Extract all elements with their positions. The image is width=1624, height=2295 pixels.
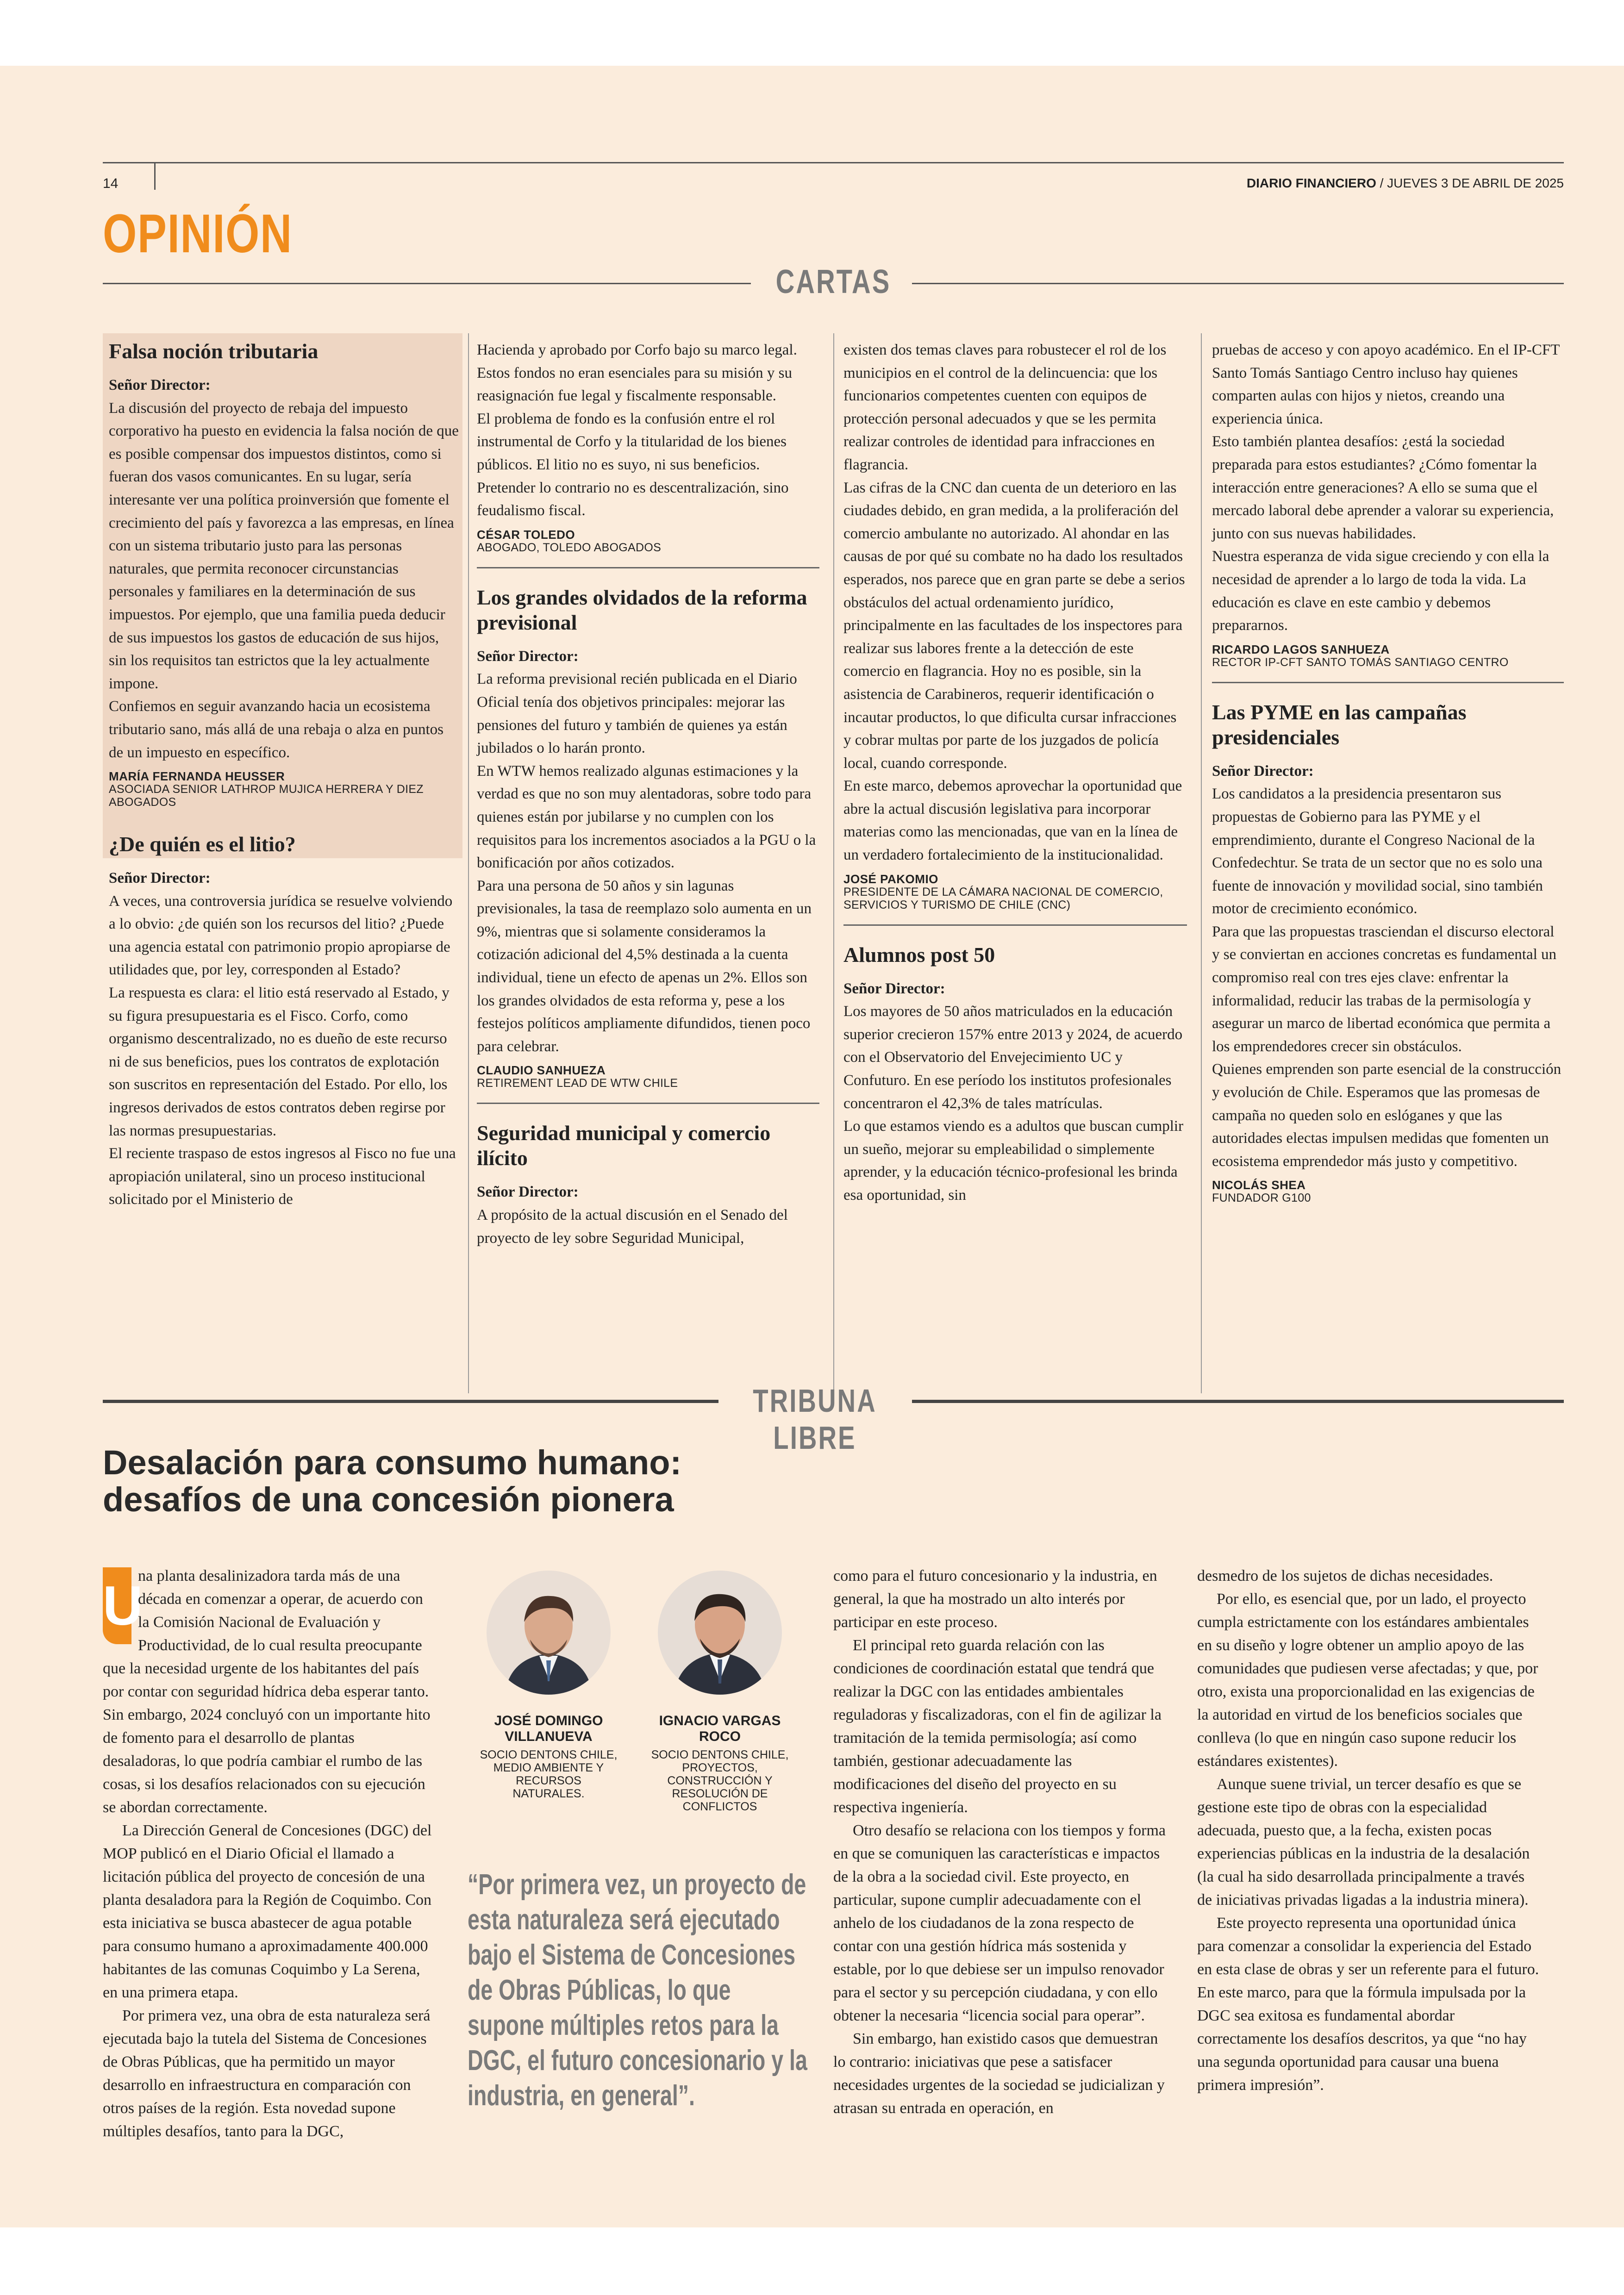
letter-paragraph: pruebas de acceso y con apoyo académico. En el IP-CFT Santo Tomás Santiago Centro incluso hay quienes comparten aulas con hijos y nietos, creando una experiencia única.	[1212, 342, 1560, 427]
letter-paragraph: Confiemos en seguir avanzando hacia un ecosistema tributario sano, más allá de una rebaja o alza en puntos de un impuesto en específico.	[109, 698, 443, 761]
spacer	[109, 809, 459, 832]
letter-paragraph: A veces, una controversia jurídica se resuelve volviendo a lo obvio: ¿de quién son los recursos del litio? ¿Puede una agencia estatal con patrimonio propio apropiarse de utilidades que, por ley, corresponden al Estado?	[109, 892, 453, 979]
tribuna-paragraph: na planta desalinizadora tarda más de una década en comenzar a operar, de acuerdo con la Comisión Nacional de Evaluación y Productividad, de lo cual resulta preocupante que la necesidad urgente de los habitantes del país por contar con seguridad hídrica deba esperar tanto. Sin embargo, 2024 concluyó con un importante hito de fomento para el desarrollo de plantas desaladoras, lo que podría cambiar el rumbo de las cosas, si los desafíos relacionados con su ejecución se abordan correctamente.	[103, 1567, 431, 1816]
headline-line-2: desafíos de una concesión pionera	[103, 1480, 674, 1519]
letter-author-role: FUNDADOR G100	[1212, 1191, 1311, 1205]
author-role: SOCIO DENTONS CHILE, MEDIO AMBIENTE Y RECURSOS NATURALES.	[480, 1748, 618, 1800]
letter-paragraph: La discusión del proyecto de rebaja del impuesto corporativo ha puesto en evidencia la falsa noción de que es posible compensar dos impuestos distintos, como si fueran dos vasos comunicantes. En su lugar, sería interesante ver una política proinversión que fomente el crecimiento del país y favorezca a las empresas, en línea con un sistema tributario justo para las personas naturales, que permita reconocer circunstancias personales y familiares en la determinación de sus impuestos. Por ejemplo, que una familia pueda deducir de sus impuestos los gastos de educación de sus hijos, sin los requisitos tan estrictos que la ley actualmente impone.	[109, 399, 459, 692]
letter-separator	[477, 567, 819, 568]
tribuna-column-1	[103, 1565, 432, 2143]
tribuna-rule-right	[912, 1400, 1564, 1403]
cartas-rule-left	[103, 283, 751, 284]
letter-paragraph: La respuesta es clara: el litio está reservado al Estado, y su figura presupuestaria es el Fisco. Corfo, como organismo descentralizado, no es dueño de este recurso ni de sus beneficios, pues los contratos de explotación son suscritos en representación del Estado. Por ello, los ingresos derivados de estos contratos deben regirse por las normas presupuestarias.	[109, 985, 450, 1139]
letter-salutation: Señor Director:	[109, 377, 211, 393]
letter-paragraph: Para que las propuestas trasciendan el discurso electoral y se conviertan en acciones concretas es fundamental un compromiso real con tres ejes clave: enfrentar la informalidad, reducir las trabas de la permisología y asegurar un marco de libertad económica que permita a los emprendedores crecer sin obstáculos.	[1212, 923, 1557, 1055]
letter-author: JOSÉ PAKOMIO	[843, 872, 938, 886]
author-portrait	[486, 1570, 611, 1695]
letter-separator	[1212, 682, 1564, 683]
letter-title-pyme: Las PYME en las campañas presidenciales	[1212, 700, 1467, 749]
letter-paragraph: El reciente traspaso de estos ingresos al Fisco no fue una apropiación unilateral, sino un proceso institucional solicitado por el Ministerio de	[109, 1145, 456, 1208]
letter-salutation: Señor Director:	[109, 870, 211, 887]
letter-title-reforma: Los grandes olvidados de la reforma previsional	[477, 585, 807, 634]
letter-paragraph: Las cifras de la CNC dan cuenta de un deterioro en las ciudades debido, en gran medida, a la proliferación del comercio ambulante no autorizado. Al ahondar en las causas de por qué su combate no ha dado los resultados esperados, nos parece que en gran parte se debe a serios obstáculos del actual ordenamiento jurídico, principalmente en las facultades de los inspectores para realizar sus labores frente a la detección de este comercio en flagrancia. Hoy no es posible, sin la asistencia de Carabineros, requerir identificación o incautar productos, lo que dificulta cursar infracciones y cobrar multas por parte de los juzgados de policía local, cuando corresponde.	[843, 479, 1185, 772]
tribuna-paragraph: Aunque suene trivial, un tercer desafío es que se gestione este tipo de obras con la especialidad adecuada, puesto que, a la fecha, existen pocas experiencias públicas en la industria de la desalación (la cual ha sido desarrollada principalmente a través de iniciativas privadas ligadas a la industria minera).	[1197, 1776, 1530, 1908]
pull-quote	[468, 1867, 810, 2114]
letter-paragraph: Hacienda y aprobado por Corfo bajo su marco legal. Estos fondos no eran esenciales para su misión y su reasignación fue legal y fiscalmente responsable.	[477, 342, 797, 405]
author-portrait	[657, 1570, 782, 1695]
letter-paragraph: El problema de fondo es la confusión entre el rol instrumental de Corfo y la titularidad de los bienes públicos. El litio no es suyo, ni sus beneficios. Pretender lo contrario no es descentralización, sino feudalismo fiscal.	[477, 410, 789, 519]
letter-author: RICARDO LAGOS SANHUEZA	[1212, 642, 1390, 656]
letter-paragraph: Para una persona de 50 años y sin lagunas previsionales, la tasa de reemplazo solo aumenta en un 9%, mientras que si solamente consideramos la cotización adicional del 4,5% destinada a la cuenta individual, tiene un efecto de apenas un 2%. Ellos son los grandes olvidados de esta reforma y, pese a los festejos políticos ampliamente difundidos, tienen poco para celebrar.	[477, 877, 812, 1055]
section-title: OPINIÓN	[103, 203, 293, 264]
cartas-label: CARTAS	[775, 263, 891, 300]
tribuna-paragraph: Por primera vez, una obra de esta naturaleza será ejecutada bajo la tutela del Sistema de Concesiones de Obras Públicas, que ha permitido un mayor desarrollo en infraestructura en comparación con otros países de la región. Esta novedad supone múltiples desafíos, tanto para la DGC,	[103, 2007, 431, 2140]
letter-salutation: Señor Director:	[477, 1184, 579, 1201]
tribuna-rule-left	[103, 1400, 718, 1403]
author-role: SOCIO DENTONS CHILE, PROYECTOS, CONSTRUCCIÓN Y RESOLUCIÓN DE CONFLICTOS	[651, 1748, 789, 1813]
letters-column-4	[1212, 339, 1564, 1204]
author-card	[480, 1570, 618, 1800]
tribuna-paragraph: desmedro de los sujetos de dichas necesidades.	[1197, 1567, 1493, 1584]
letter-title-alumnos: Alumnos post 50	[843, 942, 995, 967]
letters-column-1	[109, 339, 459, 1211]
tribuna-column-4	[1197, 1565, 1540, 2097]
letter-author: CLAUDIO SANHUEZA	[477, 1063, 606, 1078]
letter-separator	[477, 1103, 819, 1104]
page-number: 14	[103, 176, 119, 191]
tribuna-paragraph: Otro desafío se relaciona con los tiempos y forma en que se comuniquen las características e impactos de la obra a la sociedad civil. Este proyecto, en particular, supone cumplir adecuadamente con el anhelo de los ciudadanos de la zona respecto de contar con una gestión hídrica más sostenida y estable, por lo que debiese ser un impulso renovador para el sector y su percepción ciudadana, y con ello obtener la necesaria “licencia social para operar”.	[833, 1822, 1166, 2024]
letter-paragraph: En este marco, debemos aprovechar la oportunidad que abre la actual discusión legislativa para incorporar materias como las mencionadas, que van en la línea de un verdadero fortalecimiento de la institucionalidad.	[843, 778, 1182, 864]
letter-paragraph: En WTW hemos realizado algunas estimaciones y la verdad es que no son muy alentadoras, sobre todo para quienes están por jubilarse y no cumplen con los requisitos para los incrementos asociados a la PGU o la bonificación por años cotizados.	[477, 762, 816, 872]
tribuna-paragraph: como para el futuro concesionario y la industria, en general, la que ha mostrado un alto interés por participar en este proceso.	[833, 1567, 1157, 1631]
dropcap: U	[103, 1567, 131, 1644]
publication-date: / JUEVES 3 DE ABRIL DE 2025	[1380, 176, 1564, 190]
header-top-rule	[103, 162, 1564, 163]
letter-author-role: PRESIDENTE DE LA CÁMARA NACIONAL DE COMERCIO, SERVICIOS Y TURISMO DE CHILE (CNC)	[843, 885, 1163, 911]
masthead-line	[1247, 176, 1564, 191]
tribuna-label: TRIBUNA LIBRE	[753, 1383, 877, 1456]
author-name: JOSÉ DOMINGO VILLANUEVA	[494, 1713, 603, 1744]
letter-title-falsa-nocion: Falsa noción tributaria	[109, 339, 319, 363]
letter-separator	[843, 924, 1187, 926]
headline-line-1: Desalación para consumo humano:	[103, 1443, 682, 1482]
letter-paragraph: Esto también plantea desafíos: ¿está la sociedad preparada para estos estudiantes? ¿Cómo fomentar la interacción entre generaciones? A ello se suma que el mercado laboral debe aprender a valorar su experiencia, junto con sus nuevas habilidades.	[1212, 433, 1554, 542]
tribuna-paragraph: Por ello, es esencial que, por un lado, el proyecto cumpla estrictamente con los estándares ambientales en su diseño y logre obtener un amplio apoyo de las comunidades que pudiesen verse afectadas; y que, por otro, exista una proporcionalidad en las exigencias de la autoridad en virtud de los beneficios sociales que conlleva (lo que en ningún caso supone reducir los estándares existentes).	[1197, 1590, 1538, 1770]
column-divider	[468, 333, 469, 1393]
letter-paragraph: Nuestra esperanza de vida sigue creciendo y con ella la necesidad de aprender a lo largo de toda la vida. La educación es clave en este cambio y debemos prepararnos.	[1212, 548, 1549, 634]
letter-author: MARÍA FERNANDA HEUSSER	[109, 769, 285, 784]
column-divider	[1201, 333, 1202, 1393]
letter-author: NICOLÁS SHEA	[1212, 1178, 1306, 1192]
letter-author-role: ASOCIADA SENIOR LATHROP MUJICA HERRERA Y DIEZ ABOGADOS	[109, 783, 424, 809]
letter-paragraph: Los mayores de 50 años matriculados en la educación superior crecieron 157% entre 2013 y 2024, de acuerdo con el Observatorio del Envejecimiento UC y Confuturo. En ese período los institutos profesionales concentraron el 42,3% de tales matrículas.	[843, 1003, 1183, 1112]
column-divider	[833, 333, 834, 1393]
letter-author-role: RETIREMENT LEAD DE WTW CHILE	[477, 1077, 678, 1090]
author-card	[651, 1570, 789, 1813]
letter-author-role: RECTOR IP-CFT SANTO TOMÁS SANTIAGO CENTRO	[1212, 655, 1509, 669]
letter-paragraph: A propósito de la actual discusión en el Senado del proyecto de ley sobre Seguridad Municipal,	[477, 1207, 788, 1247]
letter-title-litio: ¿De quién es el litio?	[109, 832, 296, 856]
letter-paragraph: Los candidatos a la presidencia presentaron sus propuestas de Gobierno para las PYME y el emprendimiento, durante el Congreso Nacional de la Confedechtur. Se trata de un sector que no es solo una fuente de innovación y movilidad social, sino también motor de crecimiento económico.	[1212, 786, 1543, 917]
letter-paragraph: Quienes emprenden son parte esencial de la construcción y evolución de Chile. Esperamos que las promesas de campaña no queden solo en eslóganes y que las autoridades electas impulsen medidas que fomenten un ecosistema emprendedor más justo y competitivo.	[1212, 1061, 1562, 1170]
newspaper-page	[0, 66, 1624, 2227]
publication-name: DIARIO FINANCIERO	[1246, 176, 1376, 190]
author-name: IGNACIO VARGAS ROCO	[659, 1713, 781, 1744]
letter-salutation: Señor Director:	[477, 648, 579, 665]
letter-author: CÉSAR TOLEDO	[477, 527, 575, 542]
letter-paragraph: Lo que estamos viendo es a adultos que buscan cumplir un sueño, mejorar su empleabilidad o simplemente aprender, y la educación técnico-profesional les brinda esa oportunidad, sin	[843, 1118, 1184, 1204]
letters-column-2	[477, 339, 819, 1250]
letter-title-seguridad: Seguridad municipal y comercio ilícito	[477, 1121, 771, 1170]
letter-paragraph: existen dos temas claves para robustecer el rol de los municipios en el control de la delincuencia: que los funcionarios competentes cuenten con equipos de protección personal adecuados y que se les permita realizar controles de identidad para infracciones en flagrancia.	[843, 342, 1167, 473]
letter-paragraph: La reforma previsional recién publicada en el Diario Oficial tenía dos objetivos principales: mejorar las pensiones del futuro y también de quienes ya están jubilados o lo harán pronto.	[477, 671, 797, 757]
tribuna-headline	[103, 1444, 1029, 1518]
tribuna-paragraph: La Dirección General de Concesiones (DGC) del MOP publicó en el Diario Oficial el llamado a licitación pública del proyecto de concesión de una planta desaladora para la Región de Coquimbo. Con esta iniciativa se busca abastecer de agua potable para consumo humano a aproximadamente 400.000 habitantes de las comunas Coquimbo y La Serena, en una primera etapa.	[103, 1822, 432, 2001]
letters-column-3	[843, 339, 1187, 1207]
cartas-rule-right	[912, 283, 1564, 284]
pull-quote-text: “Por primera vez, un proyecto de esta naturaleza será ejecutado bajo el Sistema de Concesiones de Obras Públicas, lo que supone múltiples retos para la DGC, el futuro concesionario y la industria, en general”.	[468, 1869, 807, 2112]
header-tick	[154, 162, 156, 190]
letter-salutation: Señor Director:	[843, 980, 945, 997]
tribuna-paragraph: El principal reto guarda relación con las condiciones de coordinación estatal que tendrá que realizar la DGC con las entidades ambientales reguladoras y fiscalizadoras, con el fin de agilizar la tramitación de la temida permisología; así como también, gestionar adecuadamente las modificaciones del diseño del proyecto en su respectiva ingeniería.	[833, 1637, 1162, 1816]
tribuna-paragraph: Sin embargo, han existido casos que demuestran lo contrario: iniciativas que pese a satisfacer necesidades urgentes de la sociedad se judicializan y atrasan su entrada en operación, en	[833, 2030, 1165, 2117]
tribuna-paragraph: Este proyecto representa una oportunidad única para comenzar a consolidar la experiencia del Estado en esta clase de obras y ser un referente para el futuro. En este marco, para que la fórmula impulsada por la DGC sea exitosa es fundamental abordar correctamente los desafíos descritos, ya que “no hay una segunda oportunidad para causar una buena primera impresión”.	[1197, 1915, 1539, 2094]
tribuna-column-3	[833, 1565, 1171, 2120]
letter-author-role: ABOGADO, TOLEDO ABOGADOS	[477, 541, 662, 554]
letter-salutation: Señor Director:	[1212, 762, 1314, 780]
